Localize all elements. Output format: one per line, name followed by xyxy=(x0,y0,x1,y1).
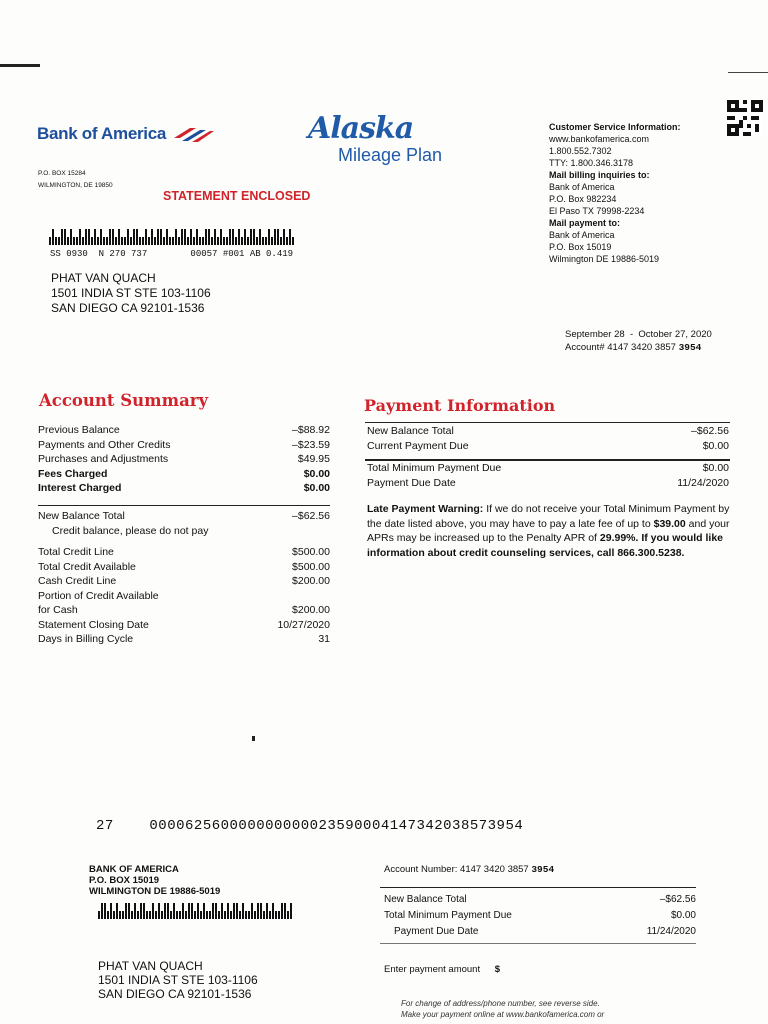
summary-divider xyxy=(38,505,330,506)
coupon-addressee xyxy=(98,959,258,1001)
limit-label: Portion of Credit Available xyxy=(38,589,159,602)
limit-label: Statement Closing Date xyxy=(38,618,149,631)
coupon-addressee-line: 1501 INDIA ST STE 103-1106 xyxy=(98,973,258,987)
addressee-line: PHAT VAN QUACH xyxy=(51,271,156,285)
scan-speck xyxy=(252,736,255,741)
summary-value: –$88.92 xyxy=(292,424,330,436)
credit-note: Credit balance, please do not pay xyxy=(52,524,209,537)
coupon-row xyxy=(384,892,696,908)
payment-table-1 xyxy=(367,424,729,453)
payment-row xyxy=(367,439,729,454)
return-line: WILMINGTON, DE 19850 xyxy=(38,182,113,189)
flag-icon xyxy=(172,124,216,144)
limit-value: 31 xyxy=(318,633,330,645)
payment-mail-line: P.O. Box 15019 xyxy=(549,242,612,252)
summary-label: Interest Charged xyxy=(38,482,122,494)
coupon-label: Total Minimum Payment Due xyxy=(384,910,512,921)
addressee-line: 1501 INDIA ST STE 103-1106 xyxy=(51,286,211,300)
summary-row xyxy=(38,438,330,453)
payment-table-2 xyxy=(367,461,729,490)
summary-value: $0.00 xyxy=(303,482,330,494)
warning-label: Late Payment Warning: xyxy=(367,503,484,515)
warning-text: and your APRs may be increased up to the Penalty APR of xyxy=(367,517,730,544)
customer-service-block xyxy=(549,121,729,265)
summary-label: Payments and Other Credits xyxy=(38,438,171,451)
payment-mail-line: Wilmington DE 19886-5019 xyxy=(549,254,660,264)
coupon-account-number xyxy=(384,864,554,875)
payment-label: Current Payment Due xyxy=(367,439,469,452)
coupon-addressee-line: SAN DIEGO CA 92101-1536 xyxy=(98,987,252,1001)
footnote-line: For change of address/phone number, see reverse side. xyxy=(401,999,600,1008)
billing-title: Mail billing inquiries to: xyxy=(549,170,650,180)
summary-value: $49.95 xyxy=(297,453,330,465)
warning-text: If we do not receive your Total Minimum Payment by the date listed above, you may have to pay a late fee of up to xyxy=(367,503,730,530)
limit-label: Days in Billing Cycle xyxy=(38,633,134,645)
credit-limits-table xyxy=(38,545,330,647)
coupon-value: –$62.56 xyxy=(659,894,696,905)
remit-line: BANK OF AMERICA xyxy=(89,864,179,875)
limit-value: $500.00 xyxy=(292,560,330,573)
payment-value: –$62.56 xyxy=(691,425,729,437)
account-last4: 3954 xyxy=(678,342,702,353)
billing-line: Bank of America xyxy=(549,182,615,192)
payment-mail-title: Mail payment to: xyxy=(549,218,621,228)
limit-label: Cash Credit Line xyxy=(38,575,117,587)
account-number-label: Account# 4147 3420 3857 xyxy=(565,342,676,353)
qr-code-icon xyxy=(727,100,763,136)
footnote-line: Make your payment online at www.bankofamerica.com or xyxy=(401,1010,605,1019)
payment-amount-field[interactable] xyxy=(384,964,500,975)
summary-row xyxy=(38,467,330,482)
payment-value: $0.00 xyxy=(702,439,729,452)
payment-row xyxy=(367,424,729,439)
remit-line: P.O. BOX 15019 xyxy=(89,875,160,886)
payment-value: $0.00 xyxy=(702,462,729,474)
alaska-wordmark: Alaska xyxy=(308,111,414,146)
payment-value: 11/24/2020 xyxy=(677,476,729,489)
coupon-row xyxy=(384,908,696,924)
scan-mark-right xyxy=(728,72,768,73)
return-address xyxy=(38,168,113,192)
coupon-account-last4: 3954 xyxy=(531,864,555,875)
dollar-sign: $ xyxy=(494,964,501,975)
limit-row xyxy=(38,589,330,604)
payment-amount-label: Enter payment amount xyxy=(384,964,481,975)
late-payment-warning xyxy=(367,502,732,560)
cs-title: Customer Service Information: xyxy=(549,122,681,132)
limit-label: for Cash xyxy=(38,604,78,616)
limit-value: $200.00 xyxy=(292,604,330,616)
limit-value: $200.00 xyxy=(292,575,330,587)
new-balance-block xyxy=(38,509,330,538)
coupon-label: New Balance Total xyxy=(384,894,467,905)
coupon-label: Payment Due Date xyxy=(394,926,479,937)
remit-address xyxy=(89,864,220,897)
coupon-account-label: Account Number: 4147 3420 3857 xyxy=(384,864,529,875)
limit-row xyxy=(38,618,330,633)
new-balance-value: –$62.56 xyxy=(292,510,330,522)
limit-value: 10/27/2020 xyxy=(277,618,330,631)
summary-row xyxy=(38,423,330,438)
postal-barcode xyxy=(49,229,294,245)
payment-top-divider xyxy=(365,422,730,423)
coupon-addressee-line: PHAT VAN QUACH xyxy=(98,959,203,973)
account-summary-title: Account Summary xyxy=(39,391,209,410)
summary-label: Fees Charged xyxy=(38,467,108,480)
warning-fee: $39.00 xyxy=(653,517,686,530)
payment-label: Payment Due Date xyxy=(367,476,456,489)
period-block xyxy=(565,328,735,354)
addressee-block xyxy=(51,271,211,316)
coupon-table xyxy=(384,892,696,940)
remit-barcode xyxy=(98,903,292,919)
payment-label: Total Minimum Payment Due xyxy=(367,462,502,474)
warning-apr: 29.99%. xyxy=(599,532,639,544)
limit-row xyxy=(38,545,330,560)
return-line: P.O. BOX 15284 xyxy=(38,170,86,177)
bofa-wordmark: Bank of America xyxy=(37,124,167,143)
summary-row xyxy=(38,452,330,467)
limit-value: $500.00 xyxy=(292,546,330,558)
new-balance-label: New Balance Total xyxy=(38,510,125,522)
payment-label: New Balance Total xyxy=(367,425,454,437)
coupon-value: $0.00 xyxy=(670,910,696,921)
alaska-logo xyxy=(308,113,468,165)
account-summary-table xyxy=(38,423,330,496)
cs-line: www.bankofamerica.com xyxy=(549,134,650,144)
limit-row xyxy=(38,560,330,575)
remit-line: WILMINGTON DE 19886-5019 xyxy=(89,886,221,897)
limit-row xyxy=(38,603,330,618)
limit-row xyxy=(38,632,330,647)
billing-line: El Paso TX 79998-2234 xyxy=(549,206,645,216)
summary-label: Purchases and Adjustments xyxy=(38,453,169,465)
account-number xyxy=(565,341,735,354)
bofa-logo xyxy=(37,124,216,144)
summary-value: $0.00 xyxy=(303,467,330,480)
coupon-bottom-divider xyxy=(380,943,696,944)
coupon-footnote xyxy=(401,998,604,1020)
ocr-scan-line: 27 000062560000000000023590004147342038573954 xyxy=(96,818,524,834)
payment-row xyxy=(367,476,729,491)
counseling-note: If you would like information about credit counseling services, call 866.300.5238. xyxy=(367,532,724,559)
cs-line: TTY: 1.800.346.3178 xyxy=(549,158,634,168)
statement-enclosed: STATEMENT ENCLOSED xyxy=(163,189,311,203)
cs-line: 1.800.552.7302 xyxy=(549,146,612,156)
mileage-plan-label: Mileage Plan xyxy=(338,145,443,165)
coupon-row xyxy=(384,924,696,940)
payment-info-title: Payment Information xyxy=(364,396,556,415)
summary-value: –$23.59 xyxy=(292,438,330,451)
limit-label: Total Credit Line xyxy=(38,546,114,558)
mail-code: SS 0930 N 270 737 00057 #001 AB 0.419 xyxy=(50,249,294,259)
summary-label: Previous Balance xyxy=(38,424,120,436)
payment-row xyxy=(367,461,729,476)
limit-label: Total Credit Available xyxy=(38,560,136,573)
coupon-value: 11/24/2020 xyxy=(646,926,696,937)
limit-row xyxy=(38,574,330,589)
summary-row xyxy=(38,481,330,496)
payment-mail-line: Bank of America xyxy=(549,230,615,240)
addressee-line: SAN DIEGO CA 92101-1536 xyxy=(51,301,205,315)
statement-period: September 28 - October 27, 2020 xyxy=(565,329,712,340)
new-balance-row xyxy=(38,509,330,524)
coupon-top-divider xyxy=(380,887,696,888)
scan-mark-left xyxy=(0,64,40,67)
billing-line: P.O. Box 982234 xyxy=(549,194,617,204)
